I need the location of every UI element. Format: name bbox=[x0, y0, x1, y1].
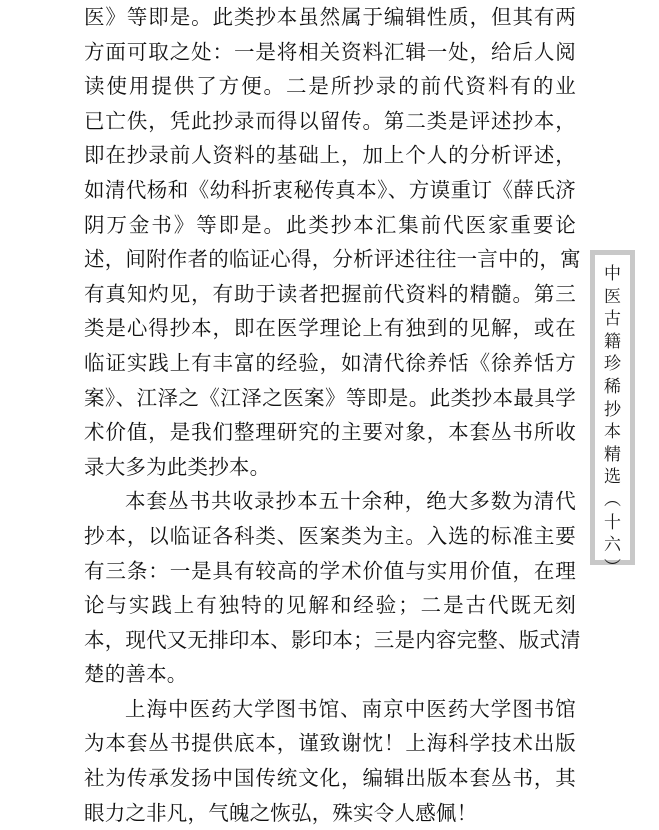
series-title-char: 精 bbox=[604, 444, 621, 465]
text-line: 医》等即是。此类抄本虽然属于编辑性质，但其有两 bbox=[84, 5, 576, 29]
series-volume-char: 六 bbox=[604, 535, 621, 556]
book-series-tab bbox=[590, 250, 635, 578]
text-line: 社为传承发扬中国传统文化，编辑出版本套丛书，其 bbox=[84, 766, 576, 791]
series-title-char: 选 bbox=[604, 467, 621, 488]
text-line: 阴万金书》等即是。此类抄本汇集前代医家重要论 bbox=[84, 212, 576, 237]
text-line: 临证实践上有丰富的经验，如清代徐养恬《徐养恬方 bbox=[84, 350, 576, 375]
text-line: 述，间附作者的临证心得，分析评述往往一言中的，寓 bbox=[84, 247, 581, 272]
text-line: 方面可取之处：一是将相关资料汇辑一处，给后人阅 bbox=[84, 39, 576, 64]
text-line: 案》、江泽之《江泽之医案》等即是。此类抄本最具学 bbox=[84, 385, 576, 410]
series-title-char: 本 bbox=[604, 422, 621, 443]
text-line: 有真知灼见，有助于读者把握前代资料的精髓。第三 bbox=[84, 281, 576, 306]
series-title-char: 古 bbox=[604, 309, 621, 330]
text-line: 眼力之非凡，气魄之恢弘，殊实令人感佩！ bbox=[84, 800, 478, 825]
series-volume-open-paren: ︵ bbox=[604, 489, 621, 510]
text-line: 已亡佚，凭此抄录而得以留传。第二类是评述抄本， bbox=[84, 108, 576, 133]
text-line: 上海中医药大学图书馆、南京中医药大学图书馆 bbox=[125, 696, 576, 721]
text-line: 类是心得抄本，即在医学理论上有独到的见解，或在 bbox=[84, 316, 576, 341]
text-line: 为本套丛书提供底本，谨致谢忱！上海科学技术出版 bbox=[84, 731, 576, 756]
series-title-char: 医 bbox=[604, 286, 621, 307]
text-line: 术价值，是我们整理研究的主要对象，本套丛书所收 bbox=[84, 420, 576, 445]
text-line: 有三条：一是具有较高的学术价值与实用价值，在理 bbox=[84, 558, 576, 583]
text-line: 如清代杨和《幼科折衷秘传真本》、方谟重订《薛氏济 bbox=[84, 177, 576, 202]
text-line: 抄本，以临证各科类、医案类为主。入选的标准主要 bbox=[84, 523, 576, 548]
body-text bbox=[84, 0, 581, 830]
series-title-char: 珍 bbox=[604, 354, 621, 375]
series-title-char: 籍 bbox=[604, 331, 621, 352]
text-line: 本，现代又无排印本、影印本；三是内容完整、版式清 bbox=[84, 627, 581, 652]
series-title-char: 抄 bbox=[604, 399, 621, 420]
series-volume-char: 十 bbox=[604, 512, 621, 533]
series-volume-close-paren: ︶ bbox=[604, 557, 621, 578]
text-line: 读使用提供了方便。二是所抄录的前代资料有的业 bbox=[84, 74, 576, 99]
series-title-char: 稀 bbox=[604, 376, 621, 397]
text-line: 论与实践上有独特的见解和经验；二是古代既无刻 bbox=[84, 593, 576, 618]
series-title-char: 中 bbox=[604, 264, 621, 284]
text-line: 楚的善本。 bbox=[84, 662, 188, 687]
book-series-tab-inner bbox=[595, 255, 630, 578]
text-line: 录大多为此类抄本。 bbox=[84, 454, 271, 479]
text-line: 即在抄录前人资料的基础上，加上个人的分析评述， bbox=[84, 143, 576, 168]
text-line: 本套丛书共收录抄本五十余种，绝大多数为清代 bbox=[125, 489, 576, 514]
